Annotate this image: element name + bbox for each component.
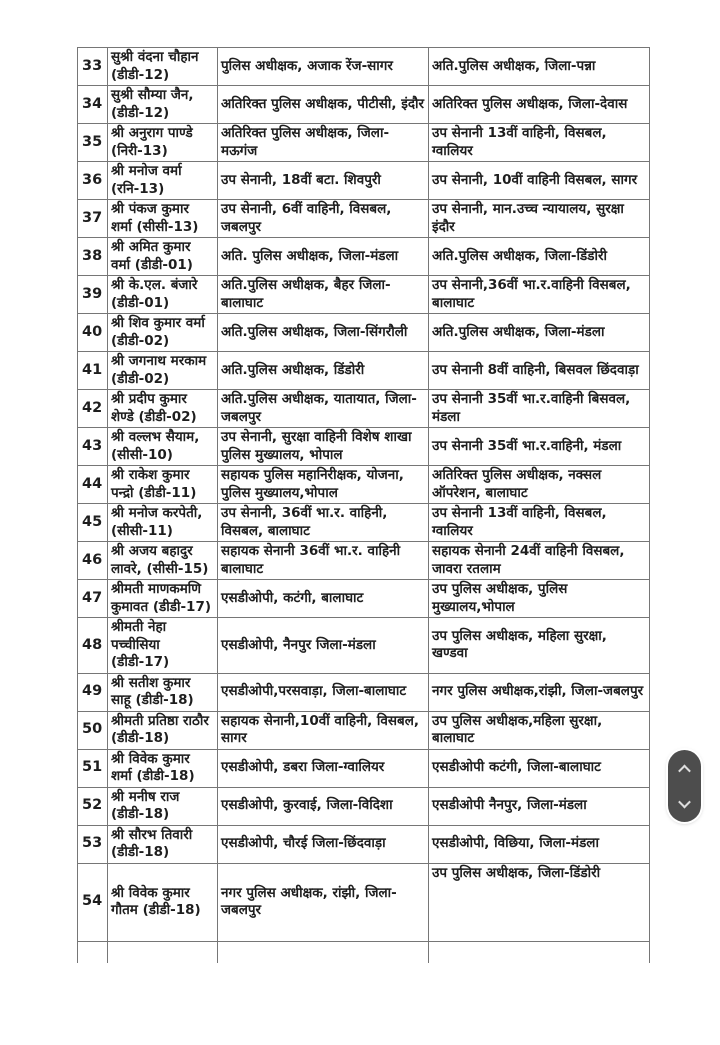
new-post-cell: एसडीओपी कटंगी, जिला-बालाघाट	[429, 749, 650, 787]
new-post-cell: एसडीओपी नैनपुर, जिला-मंडला	[429, 787, 650, 825]
serial-cell: 44	[78, 466, 108, 504]
name-cell: श्रीमती प्रतिष्ठा राठौर (डीडी-18)	[108, 711, 218, 749]
name-cell: श्री मनोज करपेती, (सीसी-11)	[108, 504, 218, 542]
table-row	[78, 352, 650, 390]
table-row	[78, 124, 650, 162]
current-post-cell: अति.पुलिस अधीक्षक, बैहर जिला-बालाघाट	[218, 276, 429, 314]
current-post-cell: सहायक सेनानी 36वीं भा.र. वाहिनी बालाघाट	[218, 542, 429, 580]
table-row	[78, 86, 650, 124]
transfer-list-table-container	[77, 47, 649, 963]
serial-cell: 45	[78, 504, 108, 542]
name-cell: श्री मनोज वर्मा (रनि-13)	[108, 162, 218, 200]
name-cell: श्री राकेश कुमार पन्द्रो (डीडी-11)	[108, 466, 218, 504]
current-post-cell: अतिरिक्त पुलिस अधीक्षक, जिला-मऊगंज	[218, 124, 429, 162]
current-post-cell: अति. पुलिस अधीक्षक, जिला-मंडला	[218, 238, 429, 276]
new-post-cell: उप सेनानी 13वीं वाहिनी, विसबल, ग्वालियर	[429, 124, 650, 162]
serial-cell: 36	[78, 162, 108, 200]
serial-cell: 37	[78, 200, 108, 238]
new-post-cell	[429, 941, 650, 963]
serial-cell: 50	[78, 711, 108, 749]
table-row	[78, 314, 650, 352]
current-post-cell: नगर पुलिस अधीक्षक, रांझी, जिला-जबलपुर	[218, 863, 429, 941]
table-row	[78, 825, 650, 863]
name-cell: श्रीमती माणकमणि कुमावत (डीडी-17)	[108, 580, 218, 618]
table-row	[78, 200, 650, 238]
name-cell: श्री मनीष राज (डीडी-18)	[108, 787, 218, 825]
new-post-cell: अति.पुलिस अधीक्षक, जिला-मंडला	[429, 314, 650, 352]
serial-cell: 51	[78, 749, 108, 787]
name-cell: श्री विवेक कुमार गौतम (डीडी-18)	[108, 863, 218, 941]
serial-cell: 39	[78, 276, 108, 314]
current-post-cell: एसडीओपी, कुरवाई, जिला-विदिशा	[218, 787, 429, 825]
name-cell: श्री अनुराग पाण्डे (निरी-13)	[108, 124, 218, 162]
new-post-cell: एसडीओपी, विछिया, जिला-मंडला	[429, 825, 650, 863]
serial-cell: 42	[78, 390, 108, 428]
name-cell: श्री के.एल. बंजारे (डीडी-01)	[108, 276, 218, 314]
transfer-table-body	[78, 48, 650, 964]
name-cell: श्री प्रदीप कुमार शेण्डे (डीडी-02)	[108, 390, 218, 428]
table-row	[78, 504, 650, 542]
name-cell: सुश्री सौम्या जैन, (डीडी-12)	[108, 86, 218, 124]
new-post-cell: उप सेनानी,36वीं भा.र.वाहिनी विसबल, बालाघाट	[429, 276, 650, 314]
table-row	[78, 941, 650, 963]
serial-cell: 49	[78, 673, 108, 711]
new-post-cell: उप सेनानी 13वीं वाहिनी, विसबल, ग्वालियर	[429, 504, 650, 542]
current-post-cell: सहायक सेनानी,10वीं वाहिनी, विसबल, सागर	[218, 711, 429, 749]
new-post-cell: अति.पुलिस अधीक्षक, जिला-डिंडोरी	[429, 238, 650, 276]
name-cell: श्री वल्लभ सैयाम, (सीसी-10)	[108, 428, 218, 466]
new-post-cell: उप सेनानी 35वीं भा.र.वाहिनी, मंडला	[429, 428, 650, 466]
table-row	[78, 542, 650, 580]
current-post-cell: उप सेनानी, 18वीं बटा. शिवपुरी	[218, 162, 429, 200]
table-row	[78, 390, 650, 428]
serial-cell: 52	[78, 787, 108, 825]
table-row	[78, 580, 650, 618]
current-post-cell: उप सेनानी, 36वीं भा.र. वाहिनी, विसबल, बालाघाट	[218, 504, 429, 542]
scroll-widget	[668, 750, 701, 822]
scroll-down-button[interactable]	[668, 788, 701, 818]
serial-cell: 41	[78, 352, 108, 390]
current-post-cell	[218, 941, 429, 963]
serial-cell: 38	[78, 238, 108, 276]
current-post-cell: उप सेनानी, 6वीं वाहिनी, विसबल, जबलपुर	[218, 200, 429, 238]
serial-cell: 33	[78, 48, 108, 86]
new-post-cell: नगर पुलिस अधीक्षक,रांझी, जिला-जबलपुर	[429, 673, 650, 711]
table-row	[78, 618, 650, 674]
chevron-up-icon	[678, 764, 691, 777]
serial-cell: 48	[78, 618, 108, 674]
current-post-cell: एसडीओपी, कटंगी, बालाघाट	[218, 580, 429, 618]
current-post-cell: सहायक पुलिस महानिरीक्षक, योजना, पुलिस मुख्यालय,भोपाल	[218, 466, 429, 504]
chevron-down-icon	[678, 795, 691, 808]
table-row	[78, 428, 650, 466]
serial-cell	[78, 941, 108, 963]
table-row	[78, 673, 650, 711]
serial-cell: 34	[78, 86, 108, 124]
table-row	[78, 863, 650, 941]
current-post-cell: उप सेनानी, सुरक्षा वाहिनी विशेष शाखा पुलिस मुख्यालय, भोपाल	[218, 428, 429, 466]
name-cell: श्री अजय बहादुर लावरे, (सीसी-15)	[108, 542, 218, 580]
table-row	[78, 787, 650, 825]
serial-cell: 47	[78, 580, 108, 618]
serial-cell: 54	[78, 863, 108, 941]
name-cell	[108, 941, 218, 963]
current-post-cell: एसडीओपी, डबरा जिला-ग्वालियर	[218, 749, 429, 787]
table-row	[78, 48, 650, 86]
new-post-cell: अतिरिक्त पुलिस अधीक्षक, जिला-देवास	[429, 86, 650, 124]
serial-cell: 53	[78, 825, 108, 863]
name-cell: श्री सतीश कुमार साहू (डीडी-18)	[108, 673, 218, 711]
current-post-cell: एसडीओपी,परसवाड़ा, जिला-बालाघाट	[218, 673, 429, 711]
name-cell: श्री शिव कुमार वर्मा (डीडी-02)	[108, 314, 218, 352]
table-row	[78, 276, 650, 314]
current-post-cell: एसडीओपी, चौरई जिला-छिंदवाड़ा	[218, 825, 429, 863]
serial-cell: 35	[78, 124, 108, 162]
new-post-cell: अति.पुलिस अधीक्षक, जिला-पन्ना	[429, 48, 650, 86]
name-cell: श्री जगनाथ मरकाम (डीडी-02)	[108, 352, 218, 390]
serial-cell: 43	[78, 428, 108, 466]
table-row	[78, 466, 650, 504]
new-post-cell: अतिरिक्त पुलिस अधीक्षक, नक्सल ऑपरेशन, बालाघाट	[429, 466, 650, 504]
table-row	[78, 749, 650, 787]
new-post-cell: सहायक सेनानी 24वीं वाहिनी विसबल, जावरा रतलाम	[429, 542, 650, 580]
name-cell: श्री अमित कुमार वर्मा (डीडी-01)	[108, 238, 218, 276]
new-post-cell: उप पुलिस अधीक्षक,महिला सुरक्षा, बालाघाट	[429, 711, 650, 749]
name-cell: सुश्री वंदना चौहान (डीडी-12)	[108, 48, 218, 86]
new-post-cell: उप पुलिस अधीक्षक, पुलिस मुख्यालय,भोपाल	[429, 580, 650, 618]
new-post-cell: उप सेनानी 8वीं वाहिनी, बिसवल छिंदवाड़ा	[429, 352, 650, 390]
transfer-list-table	[77, 47, 650, 963]
new-post-cell: उप सेनानी, मान.उच्च न्यायालय, सुरक्षा इंदौर	[429, 200, 650, 238]
new-post-cell: उप सेनानी, 10वीं वाहिनी विसबल, सागर	[429, 162, 650, 200]
serial-cell: 40	[78, 314, 108, 352]
current-post-cell: अति.पुलिस अधीक्षक, डिंडोरी	[218, 352, 429, 390]
scroll-up-button[interactable]	[668, 754, 701, 784]
name-cell: श्रीमती नेहा पच्चीसिया (डीडी-17)	[108, 618, 218, 674]
serial-cell: 46	[78, 542, 108, 580]
current-post-cell: अतिरिक्त पुलिस अधीक्षक, पीटीसी, इंदौर	[218, 86, 429, 124]
new-post-cell: उप पुलिस अधीक्षक, महिला सुरक्षा, खण्डवा	[429, 618, 650, 674]
name-cell: श्री पंकज कुमार शर्मा (सीसी-13)	[108, 200, 218, 238]
current-post-cell: अति.पुलिस अधीक्षक, जिला-सिंगरौली	[218, 314, 429, 352]
table-row	[78, 238, 650, 276]
table-row	[78, 162, 650, 200]
current-post-cell: एसडीओपी, नैनपुर जिला-मंडला	[218, 618, 429, 674]
table-row	[78, 711, 650, 749]
current-post-cell: अति.पुलिस अधीक्षक, यातायात, जिला-जबलपुर	[218, 390, 429, 428]
new-post-cell: उप पुलिस अधीक्षक, जिला-डिंडोरी	[429, 863, 650, 941]
current-post-cell: पुलिस अधीक्षक, अजाक रेंज-सागर	[218, 48, 429, 86]
name-cell: श्री सौरभ तिवारी (डीडी-18)	[108, 825, 218, 863]
name-cell: श्री विवेक कुमार शर्मा (डीडी-18)	[108, 749, 218, 787]
new-post-cell: उप सेनानी 35वीं भा.र.वाहिनी बिसवल, मंडला	[429, 390, 650, 428]
